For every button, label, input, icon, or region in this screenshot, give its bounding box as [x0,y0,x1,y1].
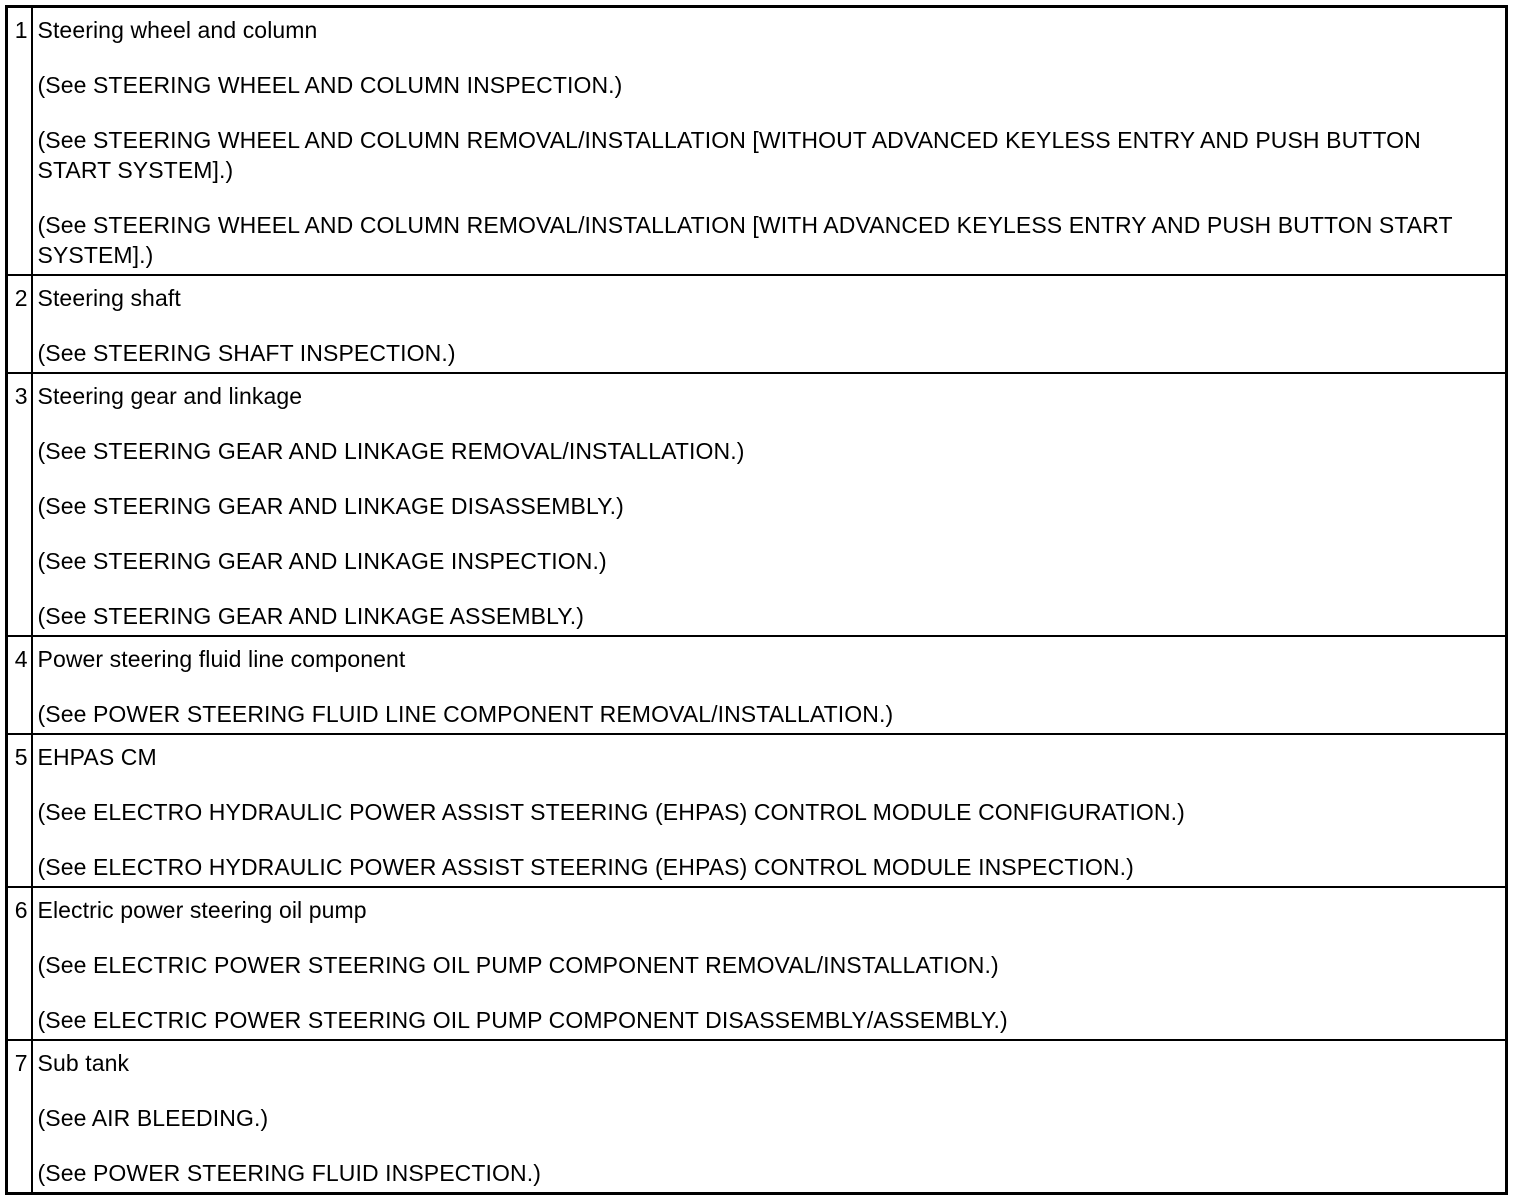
table-row [7,1040,1507,1194]
component-title: Power steering fluid line component [37,646,406,672]
reference-link[interactable]: (See POWER STEERING FLUID INSPECTION.) [37,1160,541,1186]
table-body [7,7,1507,1194]
row-number: 5 [7,734,32,887]
row-content [32,887,1507,1040]
table-row [7,734,1507,887]
component-title: EHPAS CM [37,744,157,770]
table-row [7,7,1507,276]
reference-link[interactable]: (See ELECTRO HYDRAULIC POWER ASSIST STEERING (EHPAS) CONTROL MODULE CONFIGURATION.) [37,799,1185,825]
row-number: 4 [7,636,32,734]
row-number: 2 [7,275,32,373]
reference-link[interactable]: (See ELECTRO HYDRAULIC POWER ASSIST STEERING (EHPAS) CONTROL MODULE INSPECTION.) [37,854,1134,880]
row-content [32,1040,1507,1194]
reference-link[interactable]: (See STEERING GEAR AND LINKAGE DISASSEMBLY.) [37,493,624,519]
component-title: Electric power steering oil pump [37,897,367,923]
table-row [7,275,1507,373]
row-content [32,734,1507,887]
reference-link[interactable]: (See STEERING GEAR AND LINKAGE REMOVAL/INSTALLATION.) [37,438,745,464]
component-title: Steering gear and linkage [37,383,303,409]
reference-link[interactable]: (See AIR BLEEDING.) [37,1105,269,1131]
row-content [32,636,1507,734]
table-row [7,887,1507,1040]
row-number: 1 [7,7,32,276]
row-content [32,275,1507,373]
component-title: Steering wheel and column [37,17,318,43]
component-title: Sub tank [37,1050,130,1076]
reference-link[interactable]: (See STEERING GEAR AND LINKAGE ASSEMBLY.) [37,603,584,629]
row-number: 7 [7,1040,32,1194]
row-number: 6 [7,887,32,1040]
reference-link[interactable]: (See STEERING WHEEL AND COLUMN REMOVAL/INSTALLATION [WITHOUT ADVANCED KEYLESS ENTRY AND PUSH BUTTON START SYSTEM].) [37,127,1421,183]
row-content [32,7,1507,276]
reference-link[interactable]: (See ELECTRIC POWER STEERING OIL PUMP COMPONENT DISASSEMBLY/ASSEMBLY.) [37,1007,1008,1033]
table-row [7,636,1507,734]
reference-link[interactable]: (See STEERING SHAFT INSPECTION.) [37,340,456,366]
reference-link[interactable]: (See STEERING WHEEL AND COLUMN REMOVAL/INSTALLATION [WITH ADVANCED KEYLESS ENTRY AND PUSH BUTTON START SYSTEM].) [37,212,1453,268]
component-title: Steering shaft [37,285,181,311]
reference-link[interactable]: (See ELECTRIC POWER STEERING OIL PUMP COMPONENT REMOVAL/INSTALLATION.) [37,952,999,978]
component-reference-table [5,5,1508,1195]
row-content [32,373,1507,636]
reference-link[interactable]: (See STEERING WHEEL AND COLUMN INSPECTION.) [37,72,623,98]
reference-link[interactable]: (See POWER STEERING FLUID LINE COMPONENT REMOVAL/INSTALLATION.) [37,701,894,727]
reference-link[interactable]: (See STEERING GEAR AND LINKAGE INSPECTION.) [37,548,607,574]
row-number: 3 [7,373,32,636]
table-row [7,373,1507,636]
